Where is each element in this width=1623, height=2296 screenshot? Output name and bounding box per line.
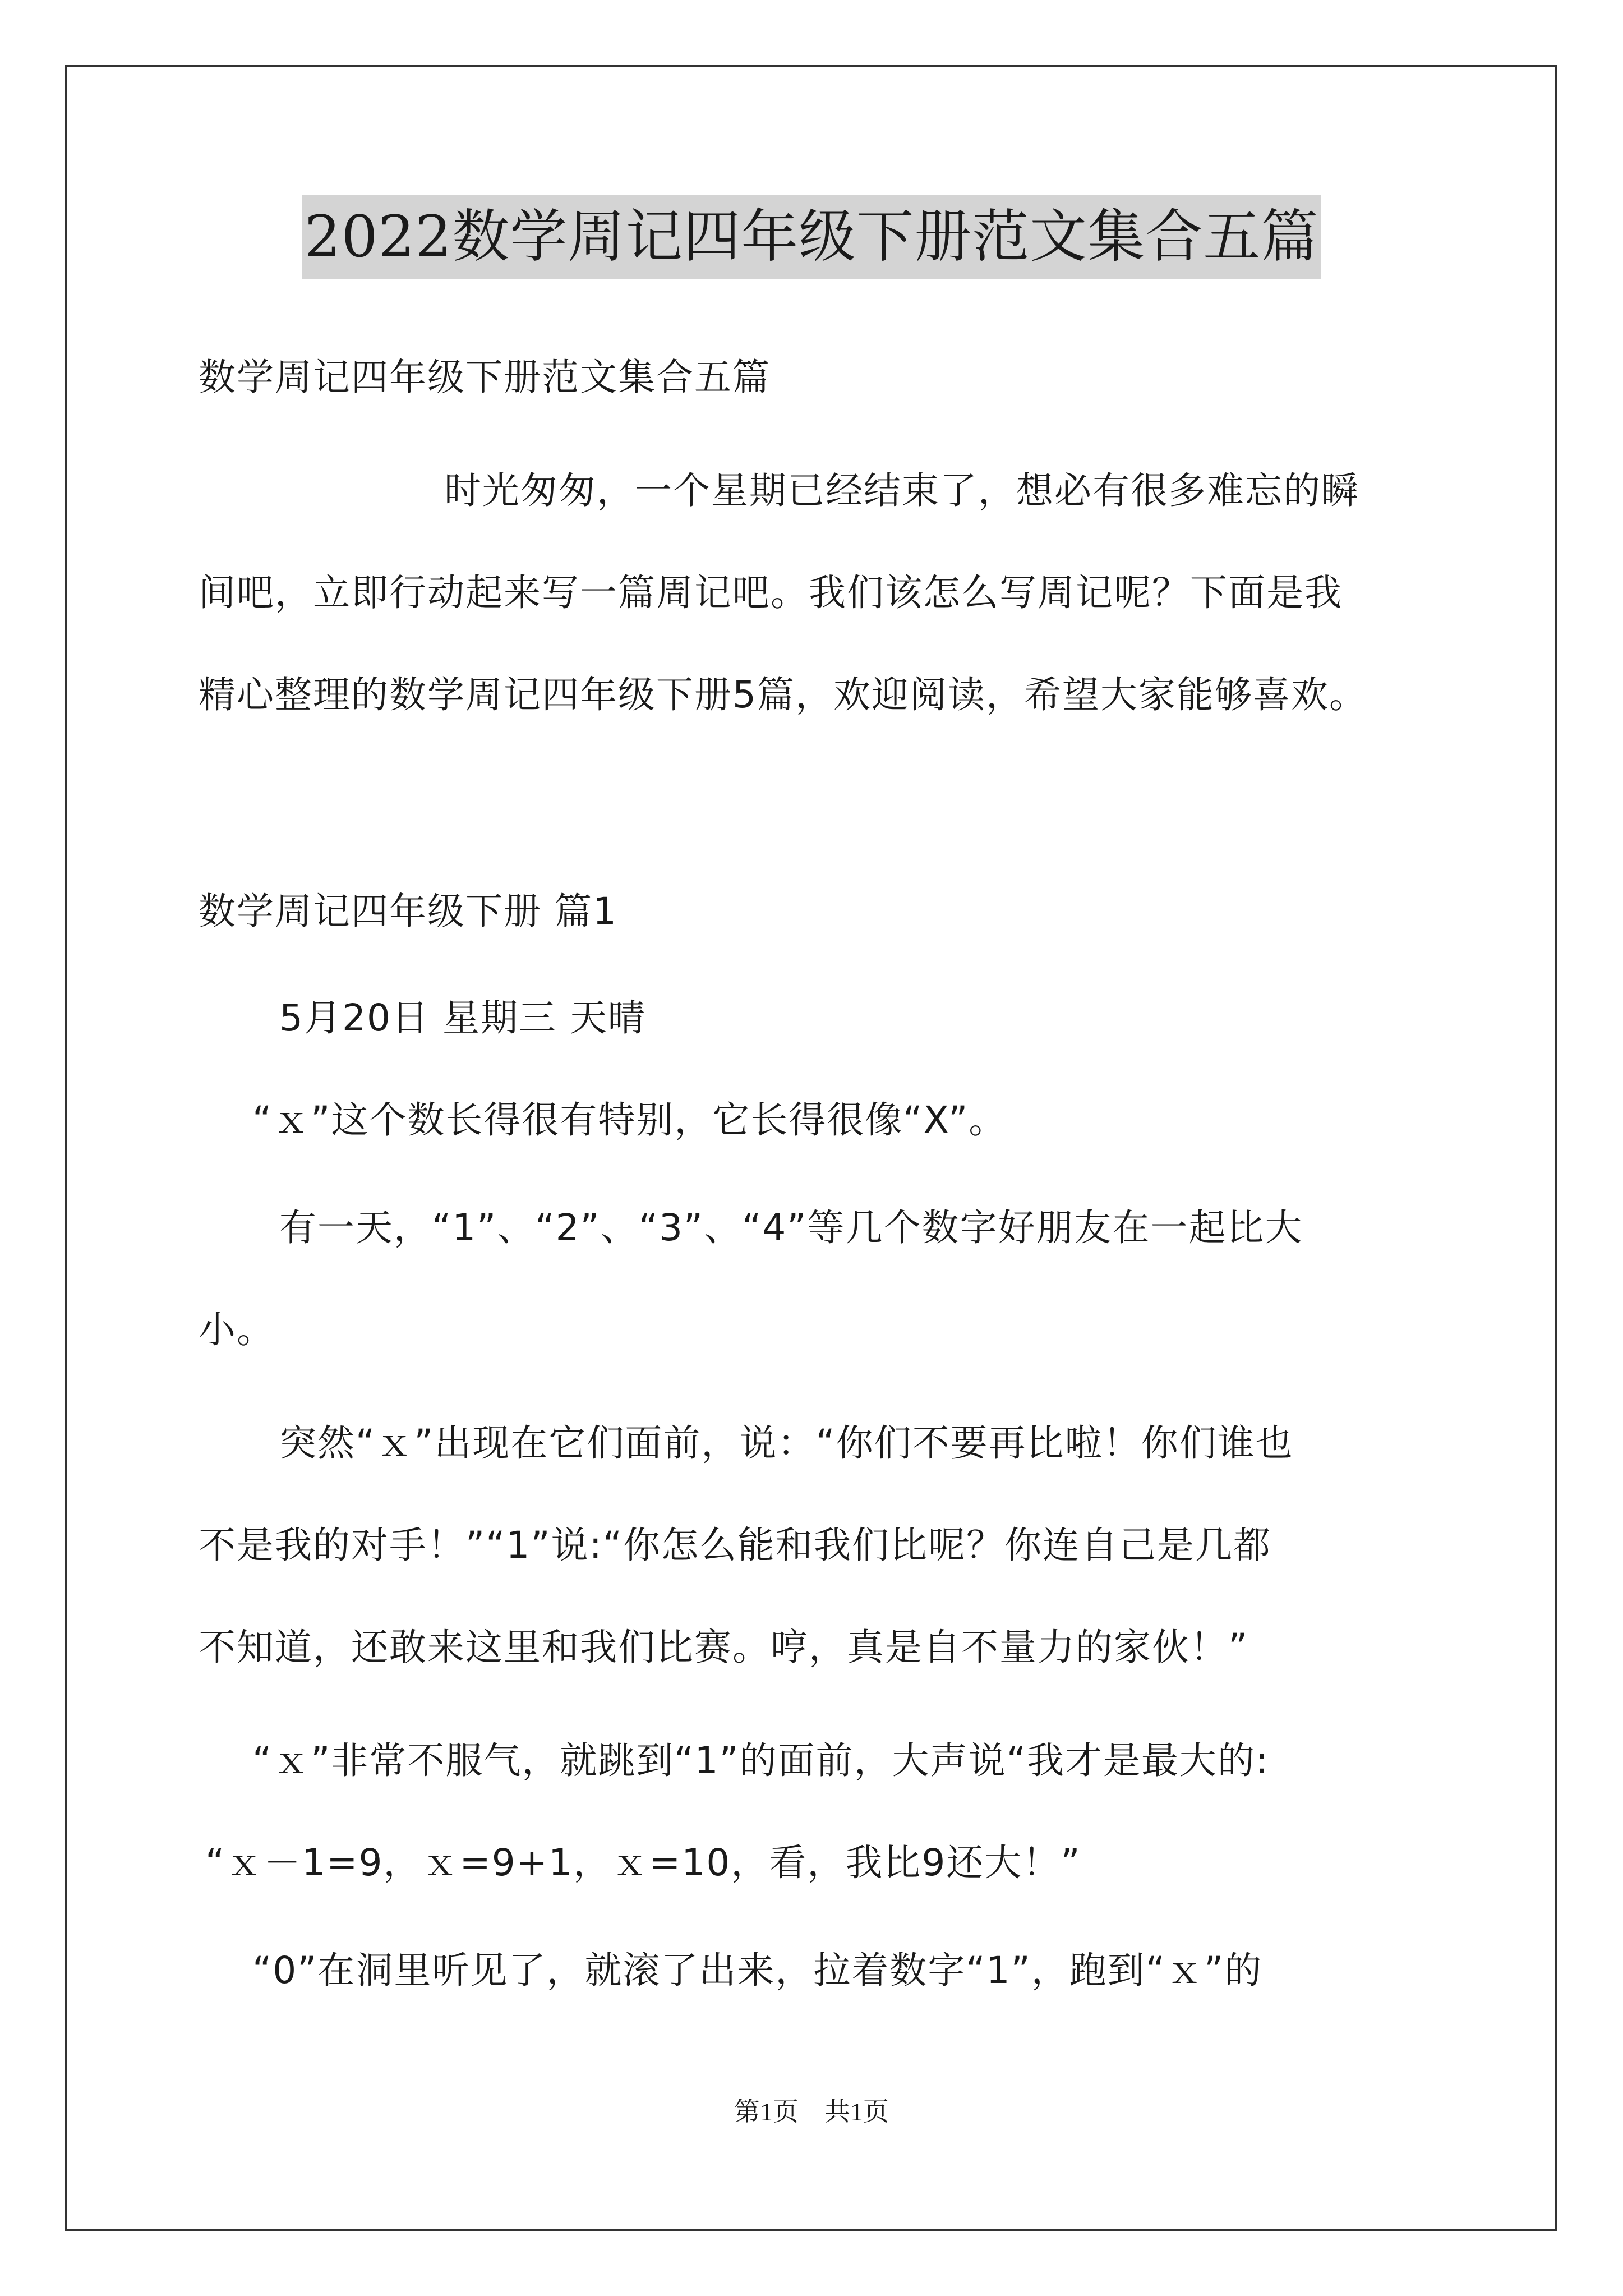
paragraph-line: “0”在洞里听见了，就滚了出来，拉着数字“1”，跑到“ｘ”的: [252, 1949, 1263, 1992]
page-footer: 第1页 共1页: [734, 2097, 889, 2126]
intro-line-2: 间吧，立即行动起来写一篇周记吧。我们该怎么写周记呢？下面是我: [199, 571, 1343, 614]
date-line: 5月20日 星期三 天晴: [279, 996, 646, 1039]
paragraph-line: 小。: [199, 1308, 275, 1351]
paragraph-line: “ｘ”非常不服气，就跳到“1”的面前，大声说“我才是最大的:: [252, 1739, 1270, 1782]
paragraph-line: 有一天，“1”、“2”、“3”、“4”等几个数字好朋友在一起比大: [279, 1206, 1303, 1249]
paragraph-line: 不知道，还敢来这里和我们比赛。哼，真是自不量力的家伙！”: [199, 1626, 1249, 1669]
paragraph-line: “ｘ－1=9，ｘ=9+1，ｘ=10，看，我比9还大！”: [205, 1841, 1081, 1884]
section-heading: 数学周记四年级下册 篇1: [199, 890, 617, 933]
document-title: 2022数学周记四年级下册范文集合五篇: [302, 195, 1321, 279]
title-container: [0, 195, 1623, 279]
paragraph-line: “ｘ”这个数长得很有特别，它长得很像“X”。: [252, 1098, 1007, 1142]
subtitle-line: 数学周记四年级下册范文集合五篇: [199, 356, 771, 399]
paragraph-line: 突然“ｘ”出现在它们面前，说：“你们不要再比啦！你们谁也: [279, 1421, 1294, 1465]
paragraph-line: 不是我的对手！”“1”说:“你怎么能和我们比呢？你连自己是几都: [199, 1524, 1271, 1567]
intro-line-3: 精心整理的数学周记四年级下册5篇，欢迎阅读，希望大家能够喜欢。: [199, 673, 1367, 716]
intro-line-1: 时光匆匆，一个星期已经结束了，想必有很多难忘的瞬: [444, 469, 1359, 512]
